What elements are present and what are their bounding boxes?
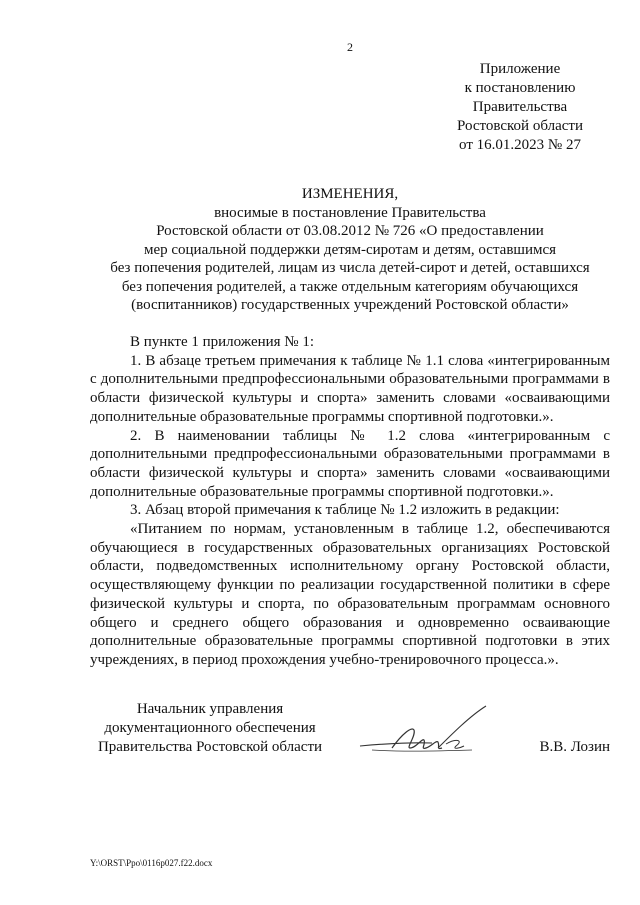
document-body: [90, 333, 610, 670]
signatory-name: В.В. Лозин: [539, 739, 610, 755]
appendix-block: [440, 60, 600, 155]
heading-line: Ростовской области от 03.08.2012 № 726 «О предоставлении: [156, 223, 544, 239]
heading-title: ИЗМЕНЕНИЯ,: [301, 186, 399, 202]
file-path-footer: Y:\ORST\Ppo\0116p027.f22.docx: [90, 858, 213, 868]
appendix-line: Приложение: [479, 61, 561, 77]
heading-line: без попечения родителей, а также отдельным категориям обучающихся: [121, 278, 579, 295]
signatory-title-line: Начальник управления: [136, 701, 284, 717]
signatory-title: [90, 700, 330, 757]
body-paragraph: «Питанием по нормам, установленным в таблице 1.2, обеспечиваются обучающиеся в государственных образовательных организациях Ростовской области, подведомственных исполнительному органу Ростовской области, осуществляющему функции по реализации государственной политики в сфере физической культуры и спорта, по образовательным программам основного общего и среднего общего образования и одновременно осваивающие дополнительные образовательные программы спортивной подготовки в этих учреждениях, в период прохождения учебно-тренировочного процесса.».: [90, 521, 610, 668]
document-heading: [60, 185, 640, 315]
body-paragraph: 3. Абзац второй примечания к таблице № 1.2 изложить в редакции:: [130, 502, 560, 519]
appendix-line: Правительства: [472, 99, 568, 115]
appendix-line: от 16.01.2023 № 27: [459, 137, 581, 153]
heading-line: (воспитанников) государственных учреждений Ростовской области»: [131, 297, 569, 313]
heading-line: без попечения родителей, лицам из числа детей-сирот и детей, оставшихся: [110, 260, 590, 276]
body-paragraph: 1. В абзаце третьем примечания к таблице № 1.1 слова «интегрированным с дополнительными предпрофессиональными образовательными программами в области физической культуры и спорта» заменить словами «осваивающими дополнительные образовательные программы спортивной подготовки.».: [90, 352, 610, 425]
heading-line: вносимые в постановление Правительства: [214, 204, 486, 221]
body-paragraph: 2. В наименовании таблицы № 1.2 слова «интегрированным с дополнительными предпрофессиональными образовательными программами в области физической культуры и спорта» заменить словами «осваивающими дополнительные образовательные программы спортивной подготовки.».: [90, 427, 610, 500]
signatory-title-line: Правительства Ростовской области: [97, 739, 323, 755]
handwritten-signature: [352, 704, 502, 760]
body-paragraph: В пункте 1 приложения № 1:: [130, 334, 315, 350]
page-number: 2: [347, 40, 353, 54]
appendix-line: к постановлению: [464, 80, 576, 96]
heading-line: мер социальной поддержки детям-сиротам и детям, оставшимся: [143, 241, 557, 258]
appendix-line: Ростовской области: [457, 118, 583, 134]
signatory-title-line: документационного обеспечения: [104, 720, 316, 736]
